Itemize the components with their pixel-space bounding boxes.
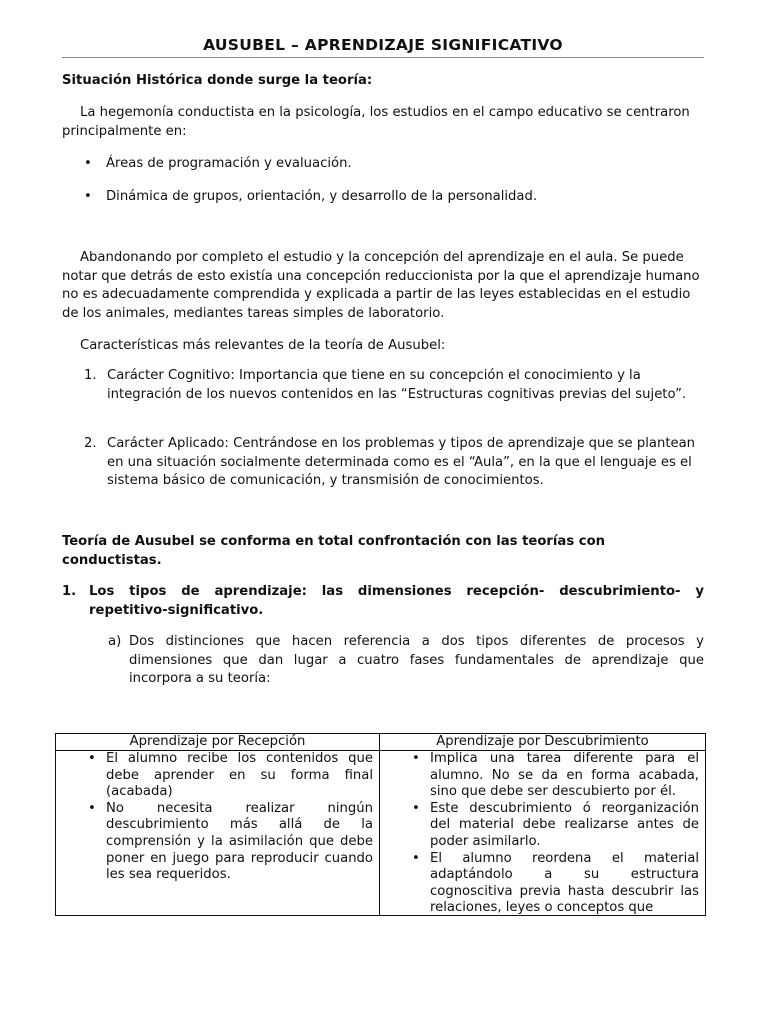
list-item-text: No necesita realizar ningún descubrimiento más allá de la comprensión y la asimilación que debe poner en juego para reproducir cuando les sea requeridos. bbox=[106, 800, 373, 883]
item-text: Los tipos de aprendizaje: las dimensiones recepción- descubrimiento- y repetitivo-significativo. bbox=[89, 584, 704, 618]
body-paragraph: Abandonando por completo el estudio y la concepción del aprendizaje en el aula. Se puede notar que detrás de esto existía una concepción reduccionista por la que el aprendizaje humano no es adecuadamente comprendida y explicada a partir de las leyes establecidas en el estudio de los animales, mediantes tareas simples de laboratorio. bbox=[62, 250, 700, 321]
list-item-text: Áreas de programación y evaluación. bbox=[106, 156, 352, 171]
bullet-icon: • bbox=[84, 156, 92, 171]
bullet-icon: • bbox=[412, 751, 420, 766]
item-number: 1. bbox=[62, 584, 77, 599]
list-item-text: Dinámica de grupos, orientación, y desarrollo de la personalidad. bbox=[106, 189, 538, 204]
intro-paragraph: La hegemonía conductista en la psicología, los estudios en el campo educativo se centraron principalmente en: bbox=[62, 105, 690, 139]
section-heading-historical: Situación Histórica donde surge la teoría: bbox=[62, 73, 373, 88]
list-item-text: Este descubrimiento ó reorganización del material debe realizarse antes de poder asimilarlo. bbox=[430, 800, 699, 849]
list-item bbox=[380, 851, 699, 915]
list-item bbox=[56, 751, 373, 801]
list-item-text: El alumno reordena el material adaptándolo a su estructura cognoscitiva previa hasta descubrir las relaciones, leyes o conceptos que bbox=[430, 850, 699, 915]
section-heading-confrontation: Teoría de Ausubel se conforma en total confrontación con las teorías con conductistas. bbox=[62, 534, 606, 568]
item-text: Carácter Aplicado: Centrándose en los problemas y tipos de aprendizaje que se plantean en una situación socialmente determinada como es el “Aula”, en la que el lenguaje es el sistema básico de comunicación, y transmisión de conocimientos. bbox=[107, 436, 696, 488]
bullet-icon: • bbox=[84, 189, 92, 204]
title-underline bbox=[62, 57, 704, 58]
list-item-text: El alumno recibe los contenidos que debe aprender en su forma final (acabada) bbox=[106, 751, 373, 800]
item-number: 1. bbox=[84, 368, 97, 383]
column-header-discovery: Aprendizaje por Descubrimiento bbox=[380, 734, 706, 751]
list-item bbox=[380, 751, 699, 801]
table-row bbox=[56, 751, 706, 916]
bullet-icon: • bbox=[88, 751, 96, 766]
page-title: AUSUBEL – APRENDIZAJE SIGNIFICATIVO bbox=[203, 36, 563, 54]
table-cell-reception bbox=[56, 751, 380, 916]
sub-item-label: a) bbox=[108, 634, 122, 649]
item-number: 2. bbox=[84, 436, 97, 451]
table-cell-discovery bbox=[380, 751, 706, 916]
comparison-table bbox=[55, 733, 706, 916]
bullet-icon: • bbox=[412, 800, 420, 816]
characteristics-intro: Características más relevantes de la teoría de Ausubel: bbox=[80, 338, 446, 353]
list-item bbox=[56, 801, 373, 884]
sub-item-text: Dos distinciones que hacen referencia a dos tipos diferentes de procesos y dimensiones que dan lugar a cuatro fases fundamentales de aprendizaje que incorpora a su teoría: bbox=[129, 634, 704, 686]
table-header-row bbox=[56, 734, 706, 751]
bullet-icon: • bbox=[412, 850, 420, 866]
column-header-reception: Aprendizaje por Recepción bbox=[56, 734, 380, 751]
item-text: Carácter Cognitivo: Importancia que tiene en su concepción el conocimiento y la integración de los nuevos contenidos en las “Estructuras cognitivas previas del sujeto”. bbox=[107, 368, 687, 402]
list-item bbox=[380, 801, 699, 851]
bullet-icon: • bbox=[88, 800, 96, 816]
list-item-text: Implica una tarea diferente para el alumno. No se da en forma acabada, sino que debe ser descubierto por él. bbox=[430, 751, 699, 800]
